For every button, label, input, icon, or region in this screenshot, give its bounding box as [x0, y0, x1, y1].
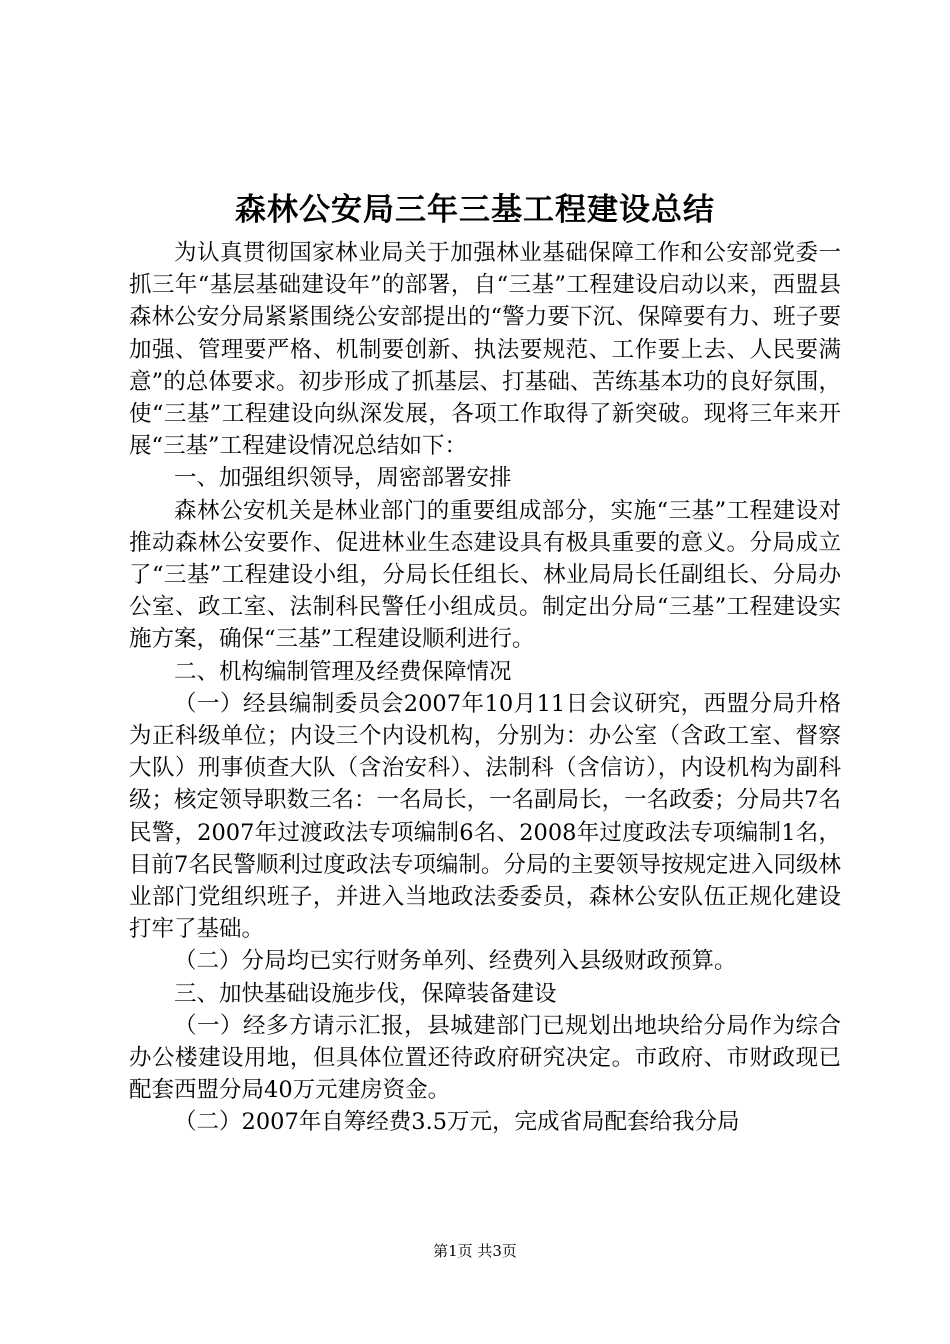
- page-number-footer: 第1页 共3页: [433, 1242, 517, 1260]
- section-3-item-2: （二）2007年自筹经费3.5万元，完成省局配套给我分局: [174, 1109, 740, 1136]
- section-heading-2: 二、机构编制管理及经费保障情况: [174, 658, 512, 685]
- intro-paragraph: 为认真贯彻国家林业局关于加强林业基础保障工作和公安部党委一抓三年“基层基础建设年”的部署，自“三基”工程建设启动以来，西盟县森林公安分局紧紧围绕公安部提出的“警力要下沉、保障要有力、班子要加强、管理要严格、机制要创新、执法要规范、工作要上去、人民要满意”的总体要求。初步形成了抓基层、打基础、苦练基本功的良好氛围，使“三基”工程建设向纵深发展，各项工作取得了新突破。现将三年来开展“三基”工程建设情况总结如下：: [129, 240, 841, 460]
- section-3-item-1: （一）经多方请示汇报，县城建部门已规划出地块给分局作为综合办公楼建设用地，但具体位置还待政府研究决定。市政府、市财政现已配套西盟分局40万元建房资金。: [129, 1012, 841, 1104]
- section-2-item-2: （二）分局均已实行财务单列、经费列入县级财政预算。: [174, 948, 737, 975]
- section-2-item-1: （一）经县编制委员会2007年10月11日会议研究，西盟分局升格为正科级单位；内设三个内设机构，分别为：办公室（含政工室、督察大队）刑事侦查大队（含治安科）、法制科（含信访），内设机构为副科级；核定领导职数三名：一名局长，一名副局长，一名政委；分局共7名民警，2007年过渡政法专项编制6名、2008年过度政法专项编制1名，目前7名民警顺利过度政法专项编制。分局的主要领导按规定进入同级林业部门党组织班子，并进入当地政法委委员，森林公安队伍正规化建设打牢了基础。: [129, 690, 841, 943]
- section-1-paragraph: 森林公安机关是林业部门的重要组成部分，实施“三基”工程建设对推动森林公安要作、促进林业生态建设具有极具重要的意义。分局成立了“三基”工程建设小组，分局长任组长、林业局局长任副组长、分局办公室、政工室、法制科民警任小组成员。制定出分局“三基”工程建设实施方案，确保“三基”工程建设顺利进行。: [129, 497, 841, 653]
- document-title: 森林公安局三年三基工程建设总结: [235, 192, 715, 228]
- section-heading-1: 一、加强组织领导，周密部署安排: [174, 465, 512, 492]
- document-body: [129, 237, 841, 1139]
- section-heading-3: 三、加快基础设施步伐，保障装备建设: [174, 980, 557, 1007]
